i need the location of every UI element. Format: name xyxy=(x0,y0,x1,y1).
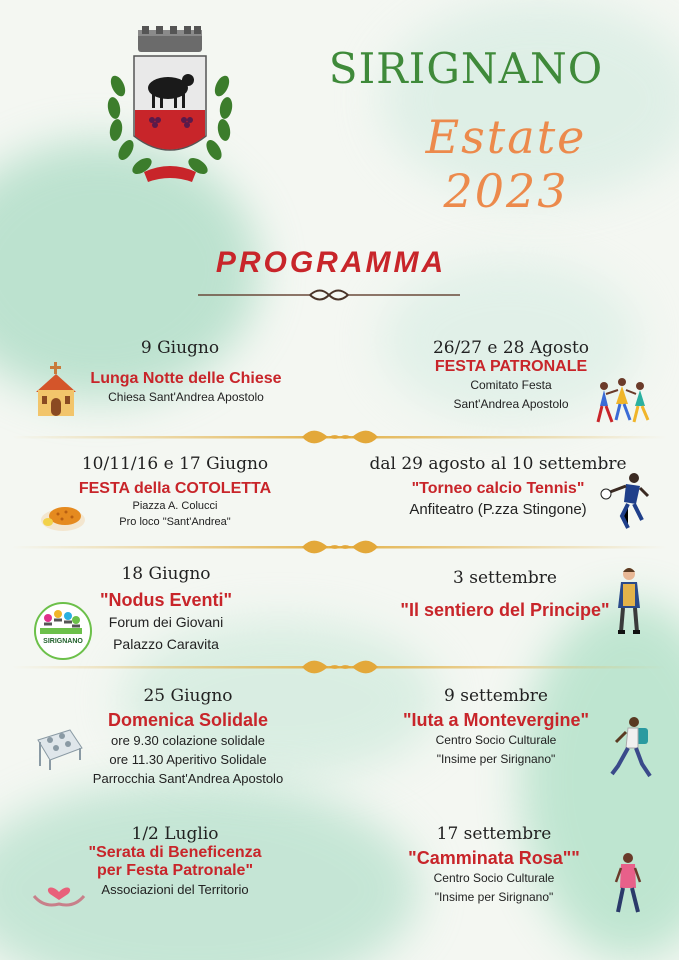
event-date: 3 settembre xyxy=(453,568,557,588)
event-name: "Torneo calcio Tennis" xyxy=(411,480,585,497)
event-3 xyxy=(60,454,290,530)
event-detail: Associazioni del Territorio xyxy=(101,882,249,897)
event-name: FESTA della COTOLETTA xyxy=(78,480,272,497)
event-1-body xyxy=(60,370,312,407)
event-date: 9 settembre xyxy=(444,686,548,706)
event-6 xyxy=(380,568,630,621)
event-detail: "Insime per Sirignano" xyxy=(434,890,554,904)
ornament-divider-icon xyxy=(198,286,460,304)
hiker-icon xyxy=(608,716,656,780)
event-detail: Centro Socio Culturale xyxy=(433,871,555,885)
forum-logo-icon xyxy=(34,602,92,660)
coat-of-arms-icon xyxy=(104,26,236,190)
event-detail: Piazza A. Colucci xyxy=(132,500,218,512)
prince-icon xyxy=(612,566,646,638)
event-2 xyxy=(400,338,622,414)
event-detail: Comitato Festa xyxy=(470,378,552,392)
event-detail: "Insime per Sirignano" xyxy=(436,752,556,766)
event-date: 18 Giugno xyxy=(121,564,211,584)
event-name: "Camminata Rosa"" xyxy=(408,848,580,868)
event-date: 25 Giugno xyxy=(143,686,233,706)
gold-divider-icon xyxy=(12,656,667,678)
event-detail: ore 9.30 colazione solidale xyxy=(111,733,265,748)
event-name: Domenica Solidale xyxy=(107,710,269,730)
forum-logo-text: SIRIGNANO xyxy=(43,638,83,645)
event-date: 10/11/16 e 17 Giugno xyxy=(81,454,269,474)
event-detail: Anfiteatro (P.zza Stingone) xyxy=(409,501,587,518)
cutlet-icon xyxy=(40,502,86,532)
page-title: SIRIGNANO xyxy=(328,44,604,93)
page-subtitle: Estate 2023 xyxy=(425,110,587,218)
event-9 xyxy=(60,824,290,899)
table-icon xyxy=(34,726,84,770)
event-10 xyxy=(376,824,612,907)
event-7 xyxy=(56,686,320,788)
event-1 xyxy=(60,338,300,358)
event-name: "Nodus Eventi" xyxy=(99,590,233,610)
event-4 xyxy=(364,454,632,522)
event-name: "Serata di Beneficenza xyxy=(88,844,262,861)
event-detail: Chiesa Sant'Andrea Apostolo xyxy=(108,390,264,404)
gold-divider-icon xyxy=(12,536,667,558)
gold-divider-icon xyxy=(12,426,667,448)
walker-icon xyxy=(610,852,644,916)
event-name: "Il sentiero del Principe" xyxy=(400,600,610,620)
event-date: 17 settembre xyxy=(436,824,552,844)
event-8 xyxy=(376,686,616,769)
event-detail: Forum dei Giovani xyxy=(108,614,224,630)
heart-hands-icon xyxy=(32,878,86,908)
event-name: Lunga Notte delle Chiese xyxy=(90,370,282,387)
event-date: 1/2 Luglio xyxy=(131,824,219,844)
section-title: PROGRAMMA xyxy=(215,246,447,279)
event-date: 26/27 e 28 Agosto xyxy=(432,338,590,358)
dancers-icon xyxy=(592,376,652,428)
event-detail: Parrocchia Sant'Andrea Apostolo xyxy=(92,771,284,786)
soccer-player-icon xyxy=(598,470,650,530)
event-detail: Sant'Andrea Apostolo xyxy=(453,397,569,411)
event-date: dal 29 agosto al 10 settembre xyxy=(369,454,627,474)
event-name: FESTA PATRONALE xyxy=(434,358,588,375)
event-detail: Pro loco "Sant'Andrea" xyxy=(119,516,231,528)
event-name: "Iuta a Montevergine" xyxy=(402,710,590,730)
event-date: 9 Giugno xyxy=(140,338,220,358)
event-detail: ore 11.30 Aperitivo Solidale xyxy=(109,752,267,767)
event-detail: Centro Socio Culturale xyxy=(435,733,557,747)
event-name-line-2: per Festa Patronale" xyxy=(96,862,254,879)
event-detail: Palazzo Caravita xyxy=(113,636,219,652)
